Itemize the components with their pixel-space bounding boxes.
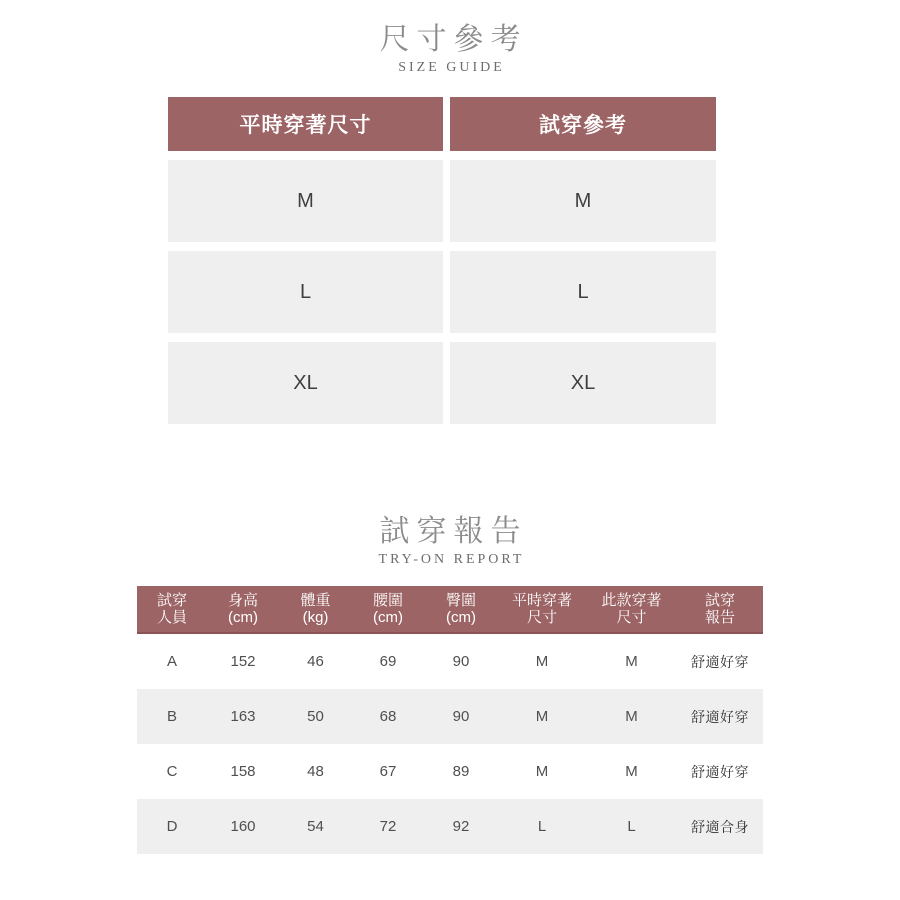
header-line: 平時穿著: [511, 592, 572, 609]
worn-size-value: M: [625, 708, 638, 725]
header-line: (cm): [228, 609, 258, 626]
table-row-tester-c: [137, 744, 763, 799]
report-col-header-waist: [352, 592, 424, 626]
feedback-value: 舒適好穿: [691, 708, 749, 725]
report-col-header-height: [207, 592, 279, 626]
try-on-report-subtitle: TRY-ON REPORT: [378, 552, 525, 567]
size-col-header-tryon: 試穿參考: [450, 97, 716, 151]
hip-value: 89: [452, 763, 470, 780]
report-col-header-weight: [279, 592, 352, 626]
header-line: (cm): [446, 609, 476, 626]
size-cell-tryon-xl: XL: [450, 342, 716, 424]
table-row-tester-d: [137, 799, 763, 854]
waist-value: 67: [379, 763, 397, 780]
header-line: (kg): [302, 609, 329, 626]
tester-id: A: [166, 653, 177, 670]
size-guide-table: [168, 97, 716, 424]
waist-value: 69: [379, 653, 397, 670]
size-guide-title: 尺寸參考: [379, 23, 528, 56]
report-header-row: [137, 586, 763, 634]
header-line: 尺寸: [526, 609, 557, 626]
weight-value: 46: [307, 653, 324, 670]
height-value: 160: [230, 818, 256, 835]
size-guide-subtitle: SIZE GUIDE: [398, 60, 505, 75]
report-col-header-feedback: [677, 592, 763, 626]
height-value: 158: [230, 763, 256, 780]
report-col-header-hip: [424, 592, 498, 626]
header-line: 此款穿著: [601, 592, 662, 609]
report-col-header-tester: [137, 592, 207, 626]
try-on-report-table: [137, 586, 763, 854]
header-line: 腰圍: [372, 592, 403, 609]
weight-value: 48: [307, 763, 324, 780]
try-on-report-title: 試穿報告: [379, 515, 528, 548]
header-line: 臀圍: [445, 592, 476, 609]
header-line: 體重: [300, 592, 331, 609]
weight-value: 50: [307, 708, 324, 725]
table-row-tester-b: [137, 689, 763, 744]
report-col-header-worn-size: [586, 592, 677, 626]
header-line: 報告: [704, 609, 735, 626]
feedback-value: 舒適好穿: [691, 763, 749, 780]
height-value: 152: [230, 653, 256, 670]
header-line: 試穿: [156, 592, 187, 609]
header-line: (cm): [373, 609, 403, 626]
size-guide-page: [0, 22, 900, 900]
report-col-header-usual-size: [498, 592, 586, 626]
usual-size-value: M: [535, 653, 549, 670]
size-cell-usual-l: L: [168, 251, 443, 333]
waist-value: 68: [379, 708, 397, 725]
height-value: 163: [230, 708, 256, 725]
size-cell-tryon-l: L: [450, 251, 716, 333]
feedback-value: 舒適合身: [691, 818, 749, 835]
tester-id: C: [166, 763, 178, 780]
worn-size-value: M: [625, 763, 638, 780]
waist-value: 72: [379, 818, 397, 835]
hip-value: 92: [452, 818, 470, 835]
tester-id: D: [166, 818, 178, 835]
worn-size-value: L: [627, 818, 636, 835]
size-col-header-usual: 平時穿著尺寸: [168, 97, 443, 151]
size-cell-usual-m: M: [168, 160, 443, 242]
weight-value: 54: [307, 818, 324, 835]
size-cell-usual-xl: XL: [168, 342, 443, 424]
feedback-value: 舒適好穿: [691, 653, 749, 670]
section-divider-space: [0, 424, 900, 492]
header-line: 尺寸: [616, 609, 647, 626]
hip-value: 90: [452, 653, 470, 670]
table-row-tester-a: [137, 634, 763, 689]
header-line: 試穿: [704, 592, 735, 609]
usual-size-value: M: [535, 708, 549, 725]
hip-value: 90: [452, 708, 470, 725]
usual-size-value: L: [537, 818, 547, 835]
header-line: 身高: [227, 592, 258, 609]
size-cell-tryon-m: M: [450, 160, 716, 242]
usual-size-value: M: [535, 763, 549, 780]
tester-id: B: [166, 708, 177, 725]
header-line: 人員: [156, 609, 187, 626]
worn-size-value: M: [625, 653, 638, 670]
